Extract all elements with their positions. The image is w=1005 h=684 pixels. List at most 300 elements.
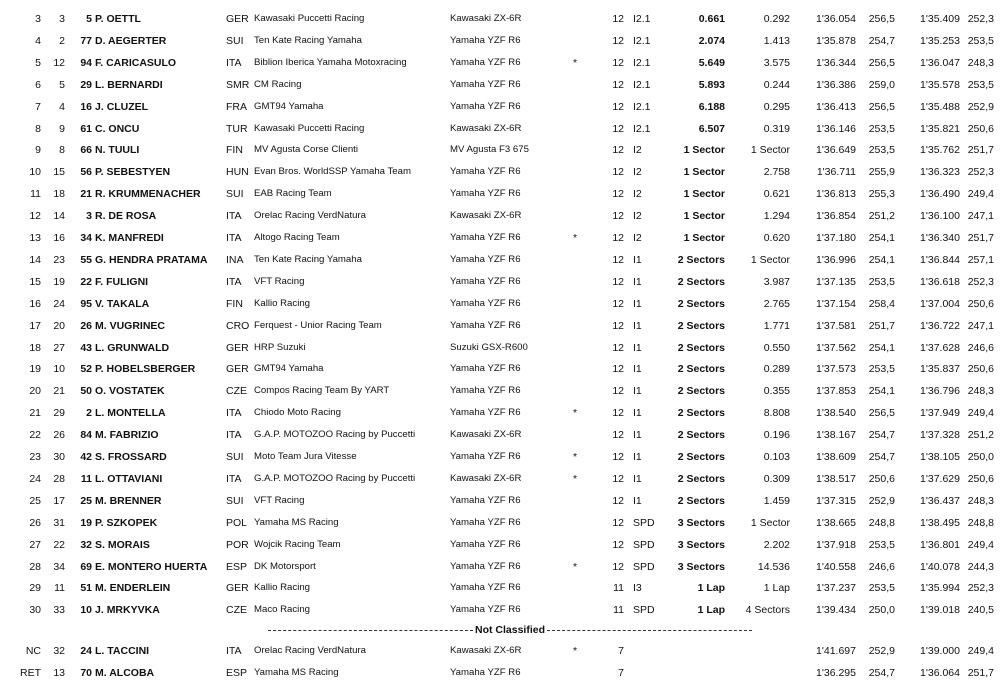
marker-cell: * [572, 560, 578, 573]
team-cell: Evan Bros. WorldSSP Yamaha Team [254, 166, 411, 178]
top-speed-cell: 252,3 [967, 582, 994, 595]
laps-cell: 12 [612, 297, 624, 310]
gap-first-cell: 1 Sector [683, 210, 725, 223]
laps-cell: 12 [612, 166, 624, 179]
best-lap-cell: 1'38.517 [816, 472, 856, 485]
table-row [0, 402, 1005, 424]
rider-name-cell [95, 337, 169, 359]
team-cell: Compos Racing Team By YART [254, 385, 390, 397]
top-speed-cell: 248,8 [967, 516, 994, 529]
position-cell: 8 [35, 122, 41, 135]
gap-previous-cell: 1 Sector [750, 516, 790, 529]
best-lap-cell: 1'36.813 [816, 188, 856, 201]
rider-initial: O. [95, 385, 107, 398]
sector-cell: I1 [633, 253, 642, 266]
laps-cell: 12 [612, 363, 624, 376]
bike-cell: Yamaha YZF R6 [450, 407, 521, 419]
best-lap-cell: 1'37.853 [816, 385, 856, 398]
team-cell: Wojcik Racing Team [254, 538, 341, 550]
rider-surname: SZKOPEK [106, 516, 158, 529]
gap-previous-cell: 1.294 [763, 210, 790, 223]
rider-initial: M. [95, 666, 107, 679]
speed-cell: 256,5 [868, 407, 895, 420]
bike-cell: Yamaha YZF R6 [450, 451, 521, 462]
grid-cell: 30 [53, 451, 65, 463]
marker-cell: * [572, 56, 578, 69]
rider-initial: J. [95, 100, 104, 113]
team-cell: MV Agusta Corse Clienti [254, 144, 358, 156]
speed-cell: 253,5 [868, 538, 895, 551]
lap-time-cell: 1'39.000 [920, 645, 960, 657]
grid-cell: 2 [59, 34, 65, 47]
rider-initial: P. [95, 13, 104, 25]
sector-cell: SPD [633, 604, 655, 617]
laps-cell: 12 [612, 516, 624, 529]
top-speed-cell: 250,6 [967, 472, 994, 485]
laps-cell: 12 [612, 385, 624, 398]
sector-cell: I3 [633, 582, 642, 595]
gap-previous-cell: 1.459 [763, 494, 790, 507]
gap-previous-cell: 14.536 [757, 560, 790, 573]
grid-cell: 17 [53, 494, 65, 507]
gap-first-cell: 0.661 [698, 13, 725, 25]
gap-first-cell: 2 Sectors [677, 319, 725, 332]
table-row [0, 315, 1005, 337]
best-lap-cell: 1'41.697 [816, 645, 856, 657]
top-speed-cell: 257,1 [967, 253, 994, 266]
best-lap-cell: 1'37.918 [816, 538, 856, 551]
gap-previous-cell: 2.202 [763, 538, 790, 551]
team-cell: Ferquest - Unior Racing Team [254, 319, 382, 331]
sector-cell: I2 [633, 188, 642, 201]
nation-cell: HUN [226, 166, 249, 179]
rider-initial: L. [95, 341, 105, 354]
nation-cell: ITA [226, 275, 242, 288]
team-cell: G.A.P. MOTOZOO Racing by Puccetti [254, 472, 416, 484]
rider-surname: FROSSARD [107, 451, 167, 463]
rider-initial: V. [95, 297, 104, 310]
rider-surname: VOSTATEK [109, 385, 165, 398]
top-speed-cell: 250,0 [967, 451, 994, 463]
grid-cell: 32 [53, 645, 65, 657]
laps-cell: 12 [612, 253, 624, 266]
rider-surname: KRUMMENACHER [108, 188, 201, 201]
gap-first-cell: 6.188 [698, 100, 725, 113]
best-lap-cell: 1'36.054 [816, 13, 856, 25]
position-cell: 12 [29, 210, 41, 223]
table-row [0, 512, 1005, 534]
lap-time-cell: 1'35.821 [920, 122, 960, 135]
bike-cell: Yamaha YZF R6 [450, 363, 521, 375]
rider-number-cell: 25 [80, 494, 92, 507]
lap-time-cell: 1'36.047 [920, 56, 960, 69]
gap-previous-cell: 0.289 [763, 363, 790, 376]
speed-cell: 254,1 [868, 341, 895, 354]
laps-cell: 12 [612, 144, 624, 157]
rider-number-cell: 42 [80, 451, 92, 463]
grid-cell: 8 [59, 144, 65, 157]
gap-first-cell: 1 Sector [683, 166, 725, 179]
best-lap-cell: 1'39.434 [816, 604, 856, 617]
table-row [0, 490, 1005, 512]
table-row [0, 74, 1005, 96]
grid-cell: 23 [53, 253, 65, 266]
lap-time-cell: 1'36.796 [920, 385, 960, 398]
team-cell: GMT94 Yamaha [254, 100, 324, 112]
rider-name-cell [95, 402, 166, 424]
rider-number-cell: 50 [80, 385, 92, 398]
best-lap-cell: 1'35.878 [816, 34, 856, 47]
rider-surname: OETTL [106, 13, 141, 25]
laps-cell: 7 [618, 645, 624, 657]
rider-number-cell: 52 [80, 363, 92, 376]
laps-cell: 11 [613, 604, 624, 617]
rider-initial: D. [95, 34, 106, 47]
top-speed-cell: 240,5 [967, 604, 994, 617]
bike-cell: Yamaha YZF R6 [450, 166, 521, 178]
gap-first-cell: 3 Sectors [677, 516, 725, 529]
top-speed-cell: 251,7 [967, 232, 994, 244]
position-cell: 4 [35, 34, 41, 47]
lap-time-cell: 1'36.801 [920, 538, 960, 551]
laps-cell: 12 [612, 78, 624, 91]
laps-cell: 12 [612, 560, 624, 573]
rider-number-cell: 66 [80, 144, 92, 157]
sector-cell: I2 [633, 232, 642, 244]
position-cell: 17 [29, 319, 41, 332]
speed-cell: 248,8 [868, 516, 895, 529]
position-cell: 27 [29, 538, 41, 551]
gap-previous-cell: 0.244 [763, 78, 790, 91]
best-lap-cell: 1'37.237 [816, 582, 856, 595]
top-speed-cell: 251,2 [967, 429, 994, 442]
best-lap-cell: 1'37.135 [816, 275, 856, 288]
position-cell: 10 [29, 166, 41, 179]
gap-previous-cell: 1.771 [763, 319, 790, 332]
rider-initial: P. [95, 166, 104, 179]
best-lap-cell: 1'38.609 [816, 451, 856, 463]
lap-time-cell: 1'40.078 [920, 560, 960, 573]
top-speed-cell: 253,5 [967, 34, 994, 47]
grid-cell: 13 [53, 666, 65, 679]
position-cell: 24 [29, 472, 41, 485]
rider-name-cell [95, 446, 167, 468]
speed-cell: 251,2 [868, 210, 895, 223]
position-cell: 20 [29, 385, 41, 398]
position-cell: 23 [29, 451, 41, 463]
nation-cell: SMR [226, 78, 250, 91]
top-speed-cell: 252,3 [967, 13, 994, 25]
best-lap-cell: 1'38.540 [816, 407, 856, 420]
nation-cell: CZE [226, 604, 247, 617]
grid-cell: 24 [53, 297, 65, 310]
bike-cell: Yamaha YZF R6 [450, 604, 521, 616]
bike-cell: Kawasaki ZX-6R [450, 429, 522, 441]
gap-first-cell: 2 Sectors [677, 363, 725, 376]
laps-cell: 12 [612, 34, 624, 47]
team-cell: GMT94 Yamaha [254, 363, 324, 375]
speed-cell: 256,5 [868, 100, 895, 113]
gap-first-cell: 2 Sectors [677, 429, 725, 442]
rider-name-cell [95, 424, 159, 446]
rider-number-cell: 34 [80, 232, 92, 244]
nation-cell: CRO [226, 319, 250, 332]
position-cell: 13 [29, 232, 41, 244]
lap-time-cell: 1'39.018 [920, 604, 960, 617]
rider-surname: ALCOBA [109, 666, 155, 679]
gap-first-cell: 1 Lap [697, 604, 725, 617]
position-cell: 9 [35, 144, 41, 157]
top-speed-cell: 248,3 [967, 385, 994, 398]
rider-number-cell: 94 [80, 56, 92, 69]
sector-cell: I2 [633, 166, 642, 179]
speed-cell: 250,6 [868, 472, 895, 485]
speed-cell: 256,5 [868, 56, 895, 69]
lap-time-cell: 1'37.628 [920, 341, 960, 354]
sector-cell: SPD [633, 560, 655, 573]
grid-cell: 9 [59, 122, 65, 135]
nation-cell: GER [226, 582, 249, 595]
top-speed-cell: 248,3 [967, 56, 994, 69]
table-row [0, 227, 1005, 249]
rider-number-cell: 69 [80, 560, 92, 573]
nation-cell: SUI [226, 34, 244, 47]
position-cell: 15 [29, 275, 41, 288]
lap-time-cell: 1'35.762 [920, 144, 960, 157]
grid-cell: 12 [53, 56, 65, 69]
table-row [0, 380, 1005, 402]
lap-time-cell: 1'36.323 [920, 166, 960, 179]
lap-time-cell: 1'36.100 [920, 210, 960, 223]
gap-previous-cell: 3.987 [763, 275, 790, 288]
nation-cell: ITA [226, 645, 242, 657]
team-cell: Kawasaki Puccetti Racing [254, 122, 365, 134]
sector-cell: SPD [633, 516, 655, 529]
rider-number-cell: 22 [80, 275, 92, 288]
table-row [0, 534, 1005, 556]
rider-initial: L. [95, 472, 105, 485]
best-lap-cell: 1'37.562 [816, 341, 856, 354]
rider-number-cell: 19 [80, 516, 92, 529]
grid-cell: 33 [53, 604, 65, 617]
rider-name-cell [95, 490, 162, 512]
marker-cell: * [572, 645, 578, 657]
marker-cell: * [572, 407, 578, 420]
speed-cell: 255,9 [868, 166, 895, 179]
top-speed-cell: 252,3 [967, 275, 994, 288]
laps-cell: 12 [612, 472, 624, 485]
team-cell: Orelac Racing VerdNatura [254, 645, 366, 656]
top-speed-cell: 248,3 [967, 494, 994, 507]
rider-number-cell: 32 [80, 538, 92, 551]
gap-previous-cell: 1 Sector [750, 253, 790, 266]
rider-name-cell [95, 96, 148, 118]
nation-cell: POL [226, 516, 248, 529]
team-cell: VFT Racing [254, 494, 305, 506]
position-cell: 26 [29, 516, 41, 529]
bike-cell: Yamaha YZF R6 [450, 494, 521, 506]
divider-dashes-left [268, 630, 473, 631]
sector-cell: SPD [633, 538, 655, 551]
best-lap-cell: 1'37.573 [816, 363, 856, 376]
best-lap-cell: 1'36.295 [816, 666, 856, 679]
bike-cell: Yamaha YZF R6 [450, 253, 521, 265]
table-row [0, 139, 1005, 161]
rider-surname: VUGRINEC [109, 319, 166, 332]
grid-cell: 29 [53, 407, 65, 420]
gap-previous-cell: 8.808 [763, 407, 790, 420]
rider-number-cell: 95 [80, 297, 92, 310]
gap-previous-cell: 0.292 [763, 13, 790, 25]
laps-cell: 11 [613, 582, 624, 595]
rider-surname: BERNARDI [107, 78, 163, 91]
rider-name-cell [95, 139, 139, 161]
lap-time-cell: 1'36.064 [920, 666, 960, 679]
best-lap-cell: 1'36.711 [816, 166, 856, 179]
gap-first-cell: 1 Sector [683, 232, 725, 244]
gap-previous-cell: 0.196 [763, 429, 790, 442]
best-lap-cell: 1'38.665 [816, 516, 856, 529]
sector-cell: I1 [633, 451, 642, 463]
nation-cell: ESP [226, 666, 248, 679]
best-lap-cell: 1'36.386 [816, 78, 856, 91]
team-cell: Altogo Racing Team [254, 232, 340, 243]
table-row [0, 96, 1005, 118]
rider-number-cell: 21 [80, 188, 92, 201]
bike-cell: Yamaha YZF R6 [450, 188, 521, 200]
team-cell: Biblion Iberica Yamaha Motoxracing [254, 56, 407, 68]
speed-cell: 255,3 [868, 188, 895, 201]
position-cell: 21 [29, 407, 41, 420]
team-cell: Yamaha MS Racing [254, 666, 339, 678]
team-cell: Ten Kate Racing Yamaha [254, 34, 362, 46]
rider-surname: MONTERO HUERTA [107, 560, 208, 573]
bike-cell: Yamaha YZF R6 [450, 582, 521, 594]
gap-previous-cell: 1.413 [763, 34, 790, 47]
best-lap-cell: 1'37.180 [816, 232, 856, 244]
speed-cell: 254,7 [868, 666, 895, 679]
rider-name-cell [95, 249, 207, 271]
speed-cell: 253,5 [868, 122, 895, 135]
nation-cell: GER [226, 13, 249, 25]
gap-first-cell: 2 Sectors [677, 472, 725, 485]
rider-surname: FABRIZIO [109, 429, 159, 442]
rider-initial: L. [95, 407, 105, 420]
gap-previous-cell: 0.309 [763, 472, 790, 485]
speed-cell: 254,1 [868, 253, 895, 266]
rider-name-cell [95, 640, 149, 662]
position-cell: 11 [30, 188, 41, 201]
table-row [0, 337, 1005, 359]
speed-cell: 254,7 [868, 34, 895, 47]
sector-cell: I2.1 [633, 122, 651, 135]
team-cell: HRP Suzuki [254, 341, 306, 353]
top-speed-cell: 250,6 [967, 363, 994, 376]
grid-cell: 14 [53, 210, 65, 223]
top-speed-cell: 250,6 [967, 122, 994, 135]
rider-surname: CLUZEL [106, 100, 149, 113]
speed-cell: 251,7 [868, 319, 895, 332]
top-speed-cell: 247,1 [967, 319, 994, 332]
bike-cell: Kawasaki ZX-6R [450, 122, 522, 134]
nation-cell: INA [226, 253, 244, 266]
team-cell: DK Motorsport [254, 560, 316, 572]
grid-cell: 34 [53, 560, 65, 573]
lap-time-cell: 1'37.629 [920, 472, 960, 485]
team-cell: Yamaha MS Racing [254, 516, 339, 528]
gap-previous-cell: 4 Sectors [745, 604, 790, 617]
bike-cell: Yamaha YZF R6 [450, 275, 521, 287]
rider-initial: L. [95, 78, 105, 91]
bike-cell: Kawasaki ZX-6R [450, 645, 522, 656]
gap-first-cell: 1 Lap [697, 582, 725, 595]
team-cell: Orelac Racing VerdNatura [254, 210, 366, 222]
nation-cell: POR [226, 538, 249, 551]
rider-name-cell [95, 271, 148, 293]
sector-cell: I1 [633, 363, 642, 376]
nation-cell: TUR [226, 122, 248, 135]
gap-previous-cell: 1 Lap [763, 582, 790, 595]
rider-number-cell: 2 [86, 407, 92, 420]
lap-time-cell: 1'35.837 [920, 363, 960, 376]
rider-number-cell: 11 [80, 472, 92, 485]
rider-surname: DE ROSA [108, 210, 157, 223]
best-lap-cell: 1'36.344 [816, 56, 856, 69]
speed-cell: 252,9 [868, 645, 895, 657]
laps-cell: 12 [612, 232, 624, 244]
laps-cell: 12 [612, 407, 624, 420]
table-row [0, 30, 1005, 52]
position-cell: 14 [29, 253, 41, 266]
gap-previous-cell: 3.575 [763, 56, 790, 69]
bike-cell: Yamaha YZF R6 [450, 297, 521, 309]
rider-initial: M. [95, 319, 107, 332]
sector-cell: I1 [633, 275, 642, 288]
table-row [0, 249, 1005, 271]
rider-name-cell [95, 534, 150, 556]
grid-cell: 26 [53, 429, 65, 442]
team-cell: Kallio Racing [254, 582, 310, 594]
lap-time-cell: 1'36.844 [920, 253, 960, 266]
gap-previous-cell: 1 Sector [750, 144, 790, 157]
rider-number-cell: 24 [80, 645, 92, 657]
sector-cell: I2.1 [633, 78, 651, 91]
rider-surname: ONCU [108, 122, 140, 135]
sector-cell: I1 [633, 297, 642, 310]
table-row [0, 271, 1005, 293]
lap-time-cell: 1'36.437 [920, 494, 960, 507]
gap-first-cell: 2 Sectors [677, 253, 725, 266]
speed-cell: 258,4 [868, 297, 895, 310]
sector-cell: I2 [633, 210, 642, 223]
best-lap-cell: 1'37.581 [816, 319, 856, 332]
rider-initial: M. [95, 494, 107, 507]
rider-number-cell: 29 [80, 78, 92, 91]
rider-number-cell: 56 [80, 166, 92, 179]
speed-cell: 254,7 [868, 451, 895, 463]
gap-first-cell: 2 Sectors [677, 297, 725, 310]
bike-cell: MV Agusta F3 675 [450, 144, 529, 156]
bike-cell: Yamaha YZF R6 [450, 56, 521, 68]
position-cell: 6 [35, 78, 41, 91]
table-row [0, 468, 1005, 490]
table-row [0, 446, 1005, 468]
table-row [0, 293, 1005, 315]
laps-cell: 12 [612, 13, 624, 25]
team-cell: Chiodo Moto Racing [254, 407, 341, 419]
rider-surname: TACCINI [107, 645, 150, 657]
rider-name-cell [95, 118, 139, 140]
